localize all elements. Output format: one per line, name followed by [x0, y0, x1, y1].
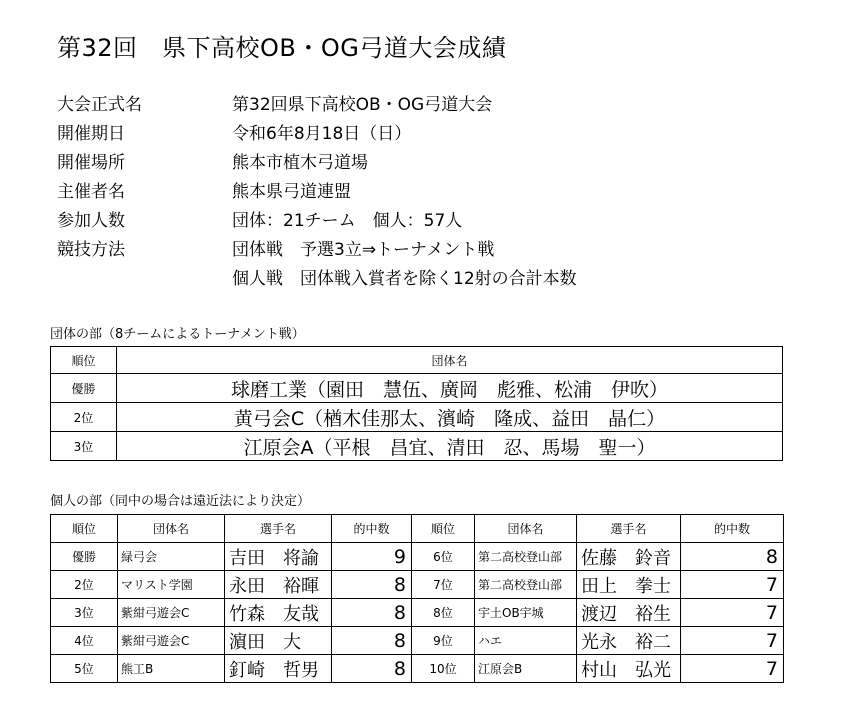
rank-cell: 8位	[412, 599, 475, 627]
player-cell: 佐藤 鈴音	[577, 543, 681, 571]
header-player: 選手名	[225, 515, 332, 543]
player-cell: 光永 裕二	[577, 627, 681, 655]
team-cell: 第二高校登山部	[475, 571, 577, 599]
header-team: 団体名	[117, 347, 783, 374]
table-row	[51, 655, 784, 683]
info-label: 競技方法	[57, 240, 125, 260]
info-label: 大会正式名	[57, 95, 142, 115]
player-cell: 村山 弘光	[577, 655, 681, 683]
team-section-label: 団体の部（8チームによるトーナメント戦）	[50, 327, 305, 342]
info-label: 開催期日	[57, 124, 125, 144]
hits-cell: 8	[332, 571, 412, 599]
header-rank: 順位	[51, 515, 118, 543]
team-cell: マリスト学園	[118, 571, 225, 599]
info-label: 主催者名	[57, 182, 125, 202]
hits-cell: 7	[681, 571, 784, 599]
hits-cell: 7	[681, 627, 784, 655]
team-cell: 紫紺弓遊会C	[118, 627, 225, 655]
hits-cell: 8	[332, 627, 412, 655]
table-header-row	[51, 347, 783, 374]
team-members-cell: 黄弓会C（楢木佳那太、濱崎 隆成、益田 晶仁）	[117, 403, 783, 432]
hits-cell: 9	[332, 543, 412, 571]
player-cell: 釘崎 哲男	[225, 655, 332, 683]
info-value: 熊本市植木弓道場	[232, 153, 368, 173]
rank-cell: 5位	[51, 655, 118, 683]
table-row	[51, 432, 783, 461]
info-value: 令和6年8月18日（日）	[232, 124, 412, 144]
table-header-row	[51, 515, 784, 543]
info-value: 団体：21チーム 個人：57人	[232, 211, 463, 231]
hits-cell: 7	[681, 655, 784, 683]
header-team: 団体名	[118, 515, 225, 543]
player-cell: 田上 拳士	[577, 571, 681, 599]
rank-cell: 優勝	[51, 374, 117, 403]
team-cell: 宇土OB宇城	[475, 599, 577, 627]
rank-cell: 2位	[51, 571, 118, 599]
info-value: 個人戦 団体戦入賞者を除く12射の合計本数	[232, 269, 577, 289]
team-cell: 紫紺弓遊会C	[118, 599, 225, 627]
info-label: 開催場所	[57, 153, 125, 173]
hits-cell: 7	[681, 599, 784, 627]
individual-section-label: 個人の部（同中の場合は遠近法により決定）	[50, 494, 311, 509]
player-cell: 永田 裕暉	[225, 571, 332, 599]
player-cell: 吉田 将諭	[225, 543, 332, 571]
header-team: 団体名	[475, 515, 577, 543]
player-cell: 竹森 友哉	[225, 599, 332, 627]
team-cell: 第二高校登山部	[475, 543, 577, 571]
rank-cell: 3位	[51, 432, 117, 461]
rank-cell: 7位	[412, 571, 475, 599]
team-members-cell: 江原会A（平根 昌宜、清田 忍、馬場 聖一）	[117, 432, 783, 461]
header-rank: 順位	[51, 347, 117, 374]
player-cell: 渡辺 裕生	[577, 599, 681, 627]
team-cell: 江原会B	[475, 655, 577, 683]
rank-cell: 4位	[51, 627, 118, 655]
info-value: 団体戦 予選3立⇒トーナメント戦	[232, 240, 495, 260]
header-hits: 的中数	[681, 515, 784, 543]
team-cell: 緑弓会	[118, 543, 225, 571]
header-rank: 順位	[412, 515, 475, 543]
hits-cell: 8	[332, 655, 412, 683]
team-results-table	[50, 346, 783, 461]
table-row	[51, 543, 784, 571]
hits-cell: 8	[681, 543, 784, 571]
page-title: 第32回 県下高校OB・OG弓道大会成績	[57, 34, 507, 62]
team-members-cell: 球磨工業（園田 慧伍、廣岡 彪雅、松浦 伊吹）	[117, 374, 783, 403]
hits-cell: 8	[332, 599, 412, 627]
table-row	[51, 599, 784, 627]
table-row	[51, 403, 783, 432]
table-row	[51, 627, 784, 655]
table-row	[51, 374, 783, 403]
team-cell: 熊工B	[118, 655, 225, 683]
info-label: 参加人数	[57, 211, 125, 231]
rank-cell: 10位	[412, 655, 475, 683]
rank-cell: 優勝	[51, 543, 118, 571]
header-hits: 的中数	[332, 515, 412, 543]
rank-cell: 9位	[412, 627, 475, 655]
team-cell: ハエ	[475, 627, 577, 655]
rank-cell: 2位	[51, 403, 117, 432]
player-cell: 濵田 大	[225, 627, 332, 655]
rank-cell: 3位	[51, 599, 118, 627]
info-value: 第32回県下高校OB・OG弓道大会	[232, 95, 493, 115]
individual-results-table	[50, 514, 784, 683]
rank-cell: 6位	[412, 543, 475, 571]
table-row	[51, 571, 784, 599]
info-value: 熊本県弓道連盟	[232, 182, 351, 202]
header-player: 選手名	[577, 515, 681, 543]
